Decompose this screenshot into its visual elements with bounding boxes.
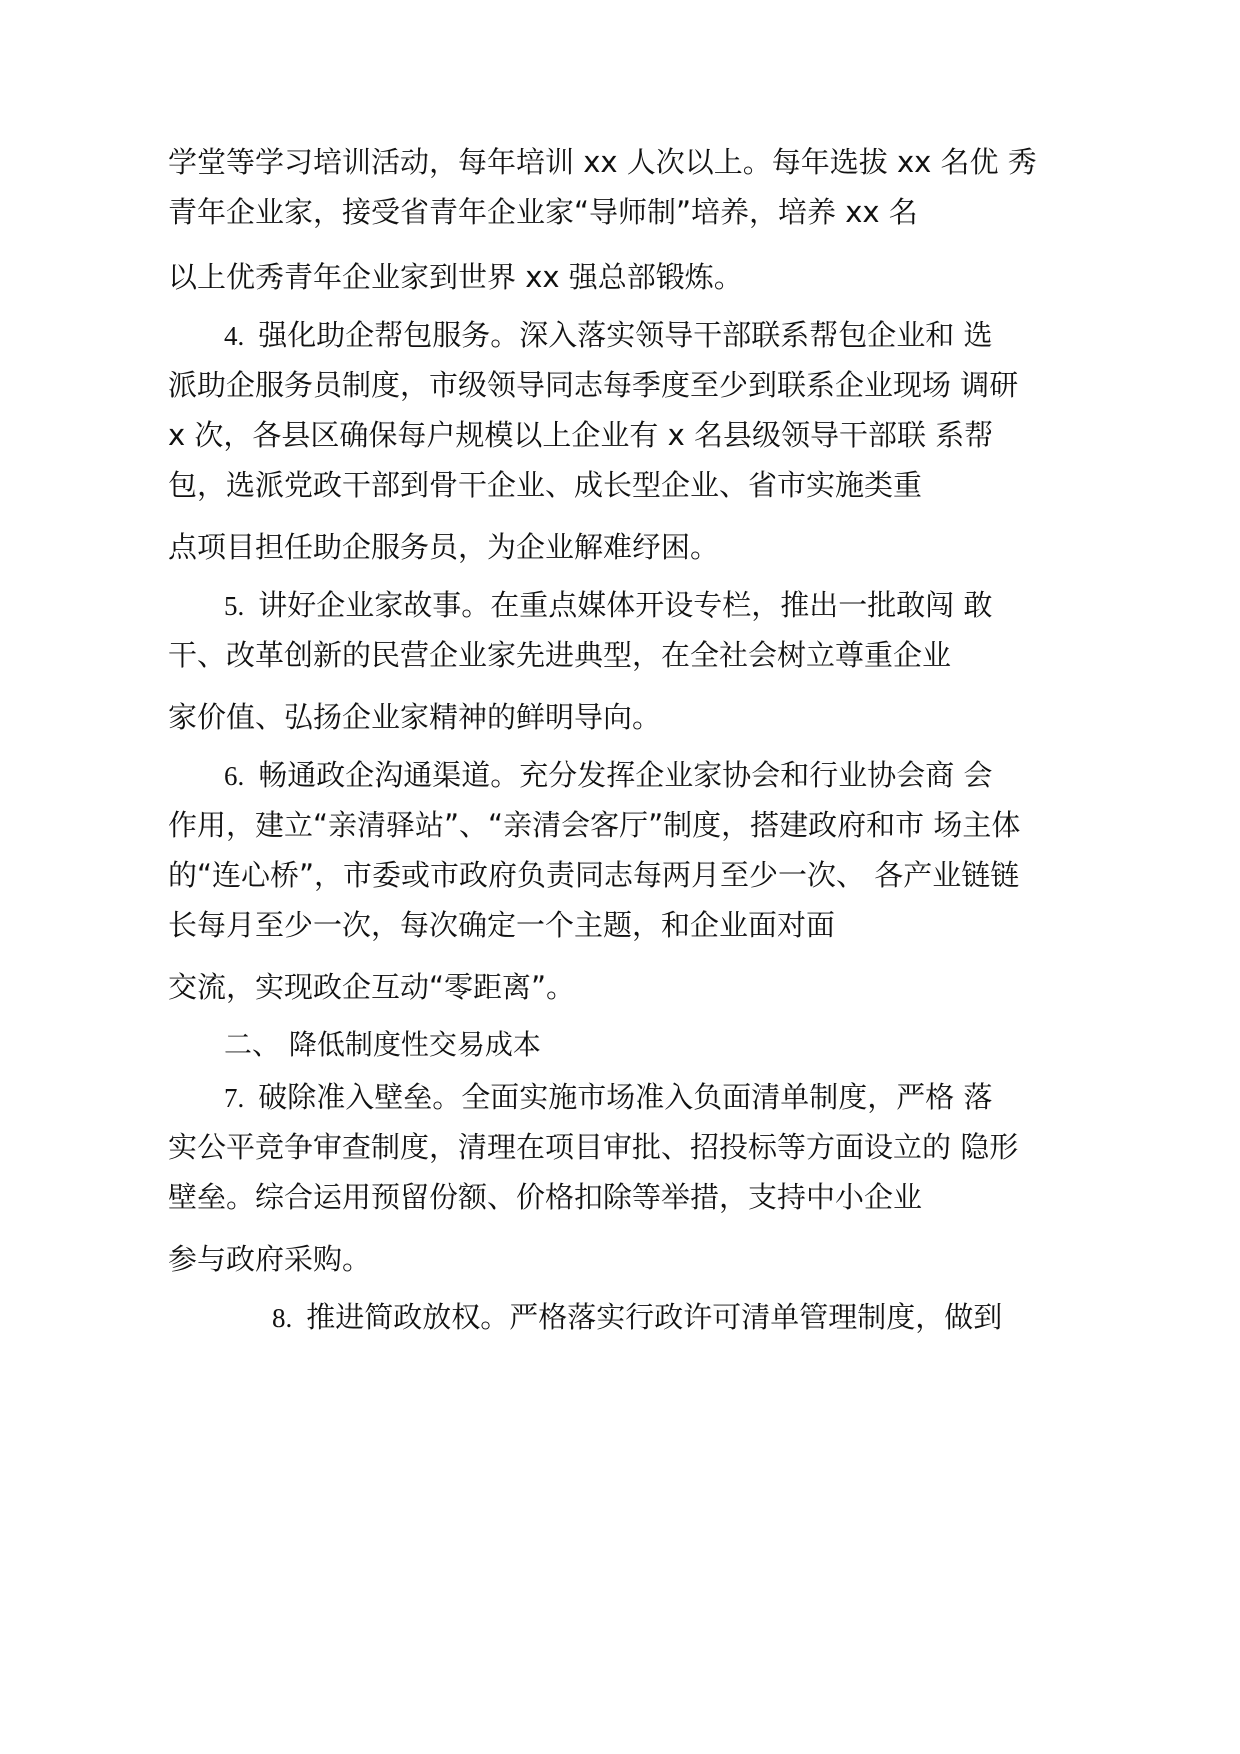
list-item-4: [224, 313, 992, 357]
list-item-5: [224, 583, 992, 627]
line-text: 的“连心桥”，市委或市政府负责同志每两月至少一次、 各产业链链: [168, 858, 1020, 892]
item-number: 5.: [224, 591, 245, 621]
line-text: 学堂等学习培训活动，每年培训 xx 人次以上。每年选拔 xx 名优 秀: [168, 145, 1037, 179]
text-line: [168, 965, 575, 1009]
line-text: 派助企服务员制度，市级领导同志每季度至少到联系企业现场 调研: [168, 368, 1019, 402]
item-number: 8.: [272, 1303, 293, 1333]
text-line: [168, 190, 918, 234]
item-number: 4.: [224, 321, 245, 351]
text-line: [168, 695, 661, 739]
text-line: [168, 853, 1019, 897]
text-line: [168, 903, 835, 947]
line-text: 干、改革创新的民营企业家先进典型，在全社会树立尊重企业: [168, 638, 952, 672]
list-item-8: [272, 1295, 1002, 1339]
line-text: 青年企业家，接受省青年企业家“导师制”培养，培养 xx 名: [168, 195, 918, 229]
text-line: [168, 363, 1018, 407]
line-text: 强化助企帮包服务。深入落实领导干部联系帮包企业和 选: [258, 318, 993, 352]
section-heading: [224, 1023, 541, 1067]
text-line: [168, 633, 951, 677]
text-line: [168, 1125, 1018, 1169]
text-line: [168, 255, 743, 299]
line-text: 包，选派党政干部到骨干企业、成长型企业、省市实施类重: [168, 468, 923, 502]
item-number: 7.: [224, 1083, 245, 1113]
line-text: x 次，各县区确保每户规模以上企业有 x 名县级领导干部联 系帮: [168, 418, 994, 452]
line-text: 实公平竞争审查制度，清理在项目审批、招投标等方面设立的 隐形: [168, 1130, 1019, 1164]
line-text: 壁垒。综合运用预留份额、价格扣除等举措，支持中小企业: [168, 1180, 923, 1214]
line-text: 以上优秀青年企业家到世界 xx 强总部锻炼。: [168, 260, 743, 294]
line-text: 交流，实现政企互动“零距离”。: [168, 970, 576, 1004]
list-item-7: [224, 1075, 992, 1119]
heading-text: 二、 降低制度性交易成本: [224, 1028, 541, 1061]
text-line: [168, 463, 922, 507]
list-item-6: [224, 753, 992, 797]
line-text: 讲好企业家故事。在重点媒体开设专栏，推出一批敢闯 敢: [258, 588, 993, 622]
line-text: 点项目担任助企服务员，为企业解难纾困。: [168, 530, 720, 564]
line-text: 破除准入壁垒。全面实施市场准入负面清单制度，严格 落: [258, 1080, 993, 1114]
line-text: 长每月至少一次，每次确定一个主题，和企业面对面: [168, 908, 836, 942]
text-line: [168, 803, 1020, 847]
line-text: 家价值、弘扬企业家精神的鲜明导向。: [168, 700, 662, 734]
text-line: [168, 413, 993, 457]
item-number: 6.: [224, 761, 245, 791]
line-text: 畅通政企沟通渠道。充分发挥企业家协会和行业协会商 会: [258, 758, 993, 792]
text-line: [168, 1237, 371, 1281]
text-line: [168, 525, 719, 569]
line-text: 参与政府采购。: [168, 1242, 372, 1276]
text-line: [168, 140, 1037, 184]
text-line: [168, 1175, 922, 1219]
line-text: 作用，建立“亲清驿站”、“亲清会客厅”制度，搭建政府和市 场主体: [168, 808, 1021, 842]
line-text: 推进简政放权。严格落实行政许可清单管理制度，做到: [306, 1300, 1003, 1334]
